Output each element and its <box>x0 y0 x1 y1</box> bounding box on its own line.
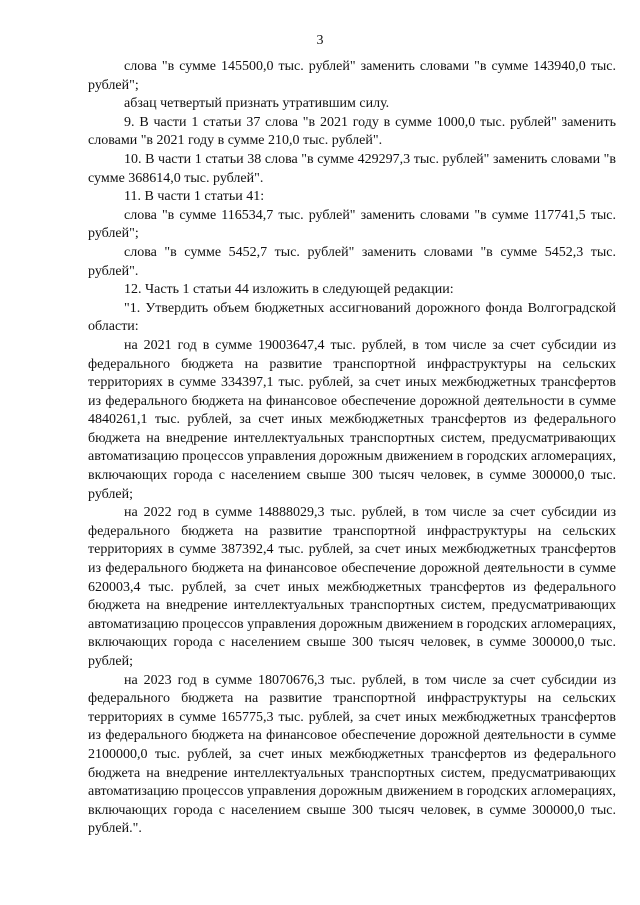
paragraph-replace-words-2: слова "в сумме 116534,7 тыс. рублей" заменить словами "в сумме 117741,5 тыс. рублей"; <box>88 207 616 242</box>
document-body <box>88 58 616 839</box>
page-number: 3 <box>316 33 324 48</box>
paragraph-replace-words-1: слова "в сумме 145500,0 тыс. рублей" заменить словами "в сумме 143940,0 тыс. рублей"; <box>88 59 616 93</box>
paragraph-approve-road-fund: "1. Утвердить объем бюджетных ассигнований дорожного фонда Волгоградской области: <box>88 300 616 335</box>
paragraph-invalidate-clause: абзац четвертый признать утратившим силу. <box>124 96 390 112</box>
paragraph-item-11: 11. В части 1 статьи 41: <box>124 189 265 205</box>
paragraph-year-2021: на 2021 год в сумме 19003647,4 тыс. рублей, в том числе за счет субсидии из федерального бюджета на развитие транспортной инфраструктуры на сельских территориях в сумме 334397,1 тыс. рублей, за счет иных межбюджетных трансфертов из федерального бюджета на финансовое обеспечение дорожной деятельности в сумме 4840261,1 тыс. рублей, за счет иных межбюджетных трансфертов из федерального бюджета на внедрение интеллектуальных транспортных систем, предусматривающих автоматизацию процессов управления дорожным движением в городских агломерациях, включающих города с населением свыше 300 тысяч человек, в сумме 300000,0 тыс. рублей; <box>88 337 616 502</box>
paragraph-year-2023: на 2023 год в сумме 18070676,3 тыс. рублей, в том числе за счет субсидии из федерального бюджета на развитие транспортной инфраструктуры на сельских территориях в сумме 165775,3 тыс. рублей, за счет иных межбюджетных трансфертов из федерального бюджета на финансовое обеспечение дорожной деятельности в сумме 2100000,0 тыс. рублей, за счет иных межбюджетных трансфертов из федерального бюджета на внедрение интеллектуальных транспортных систем, предусматривающих автоматизацию процессов управления дорожным движением в городских агломерациях, включающих города с населением свыше 300 тысяч человек, в сумме 300000,0 тыс. рублей.". <box>88 672 616 837</box>
paragraph-replace-words-3: слова "в сумме 5452,7 тыс. рублей" заменить словами "в сумме 5452,3 тыс. рублей". <box>88 244 616 279</box>
paragraph-item-9: 9. В части 1 статьи 37 слова "в 2021 году в сумме 1000,0 тыс. рублей" заменить словами "в 2021 году в сумме 210,0 тыс. рублей". <box>88 114 616 149</box>
paragraph-item-12: 12. Часть 1 статьи 44 изложить в следующей редакции: <box>124 282 454 298</box>
paragraph-item-10: 10. В части 1 статьи 38 слова "в сумме 429297,3 тыс. рублей" заменить словами "в сумме 368614,0 тыс. рублей". <box>88 151 616 186</box>
paragraph-year-2022: на 2022 год в сумме 14888029,3 тыс. рублей, в том числе за счет субсидии из федерального бюджета на развитие транспортной инфраструктуры на сельских территориях в сумме 387392,4 тыс. рублей, за счет иных межбюджетных трансфертов из федерального бюджета на финансовое обеспечение дорожной деятельности в сумме 620003,4 тыс. рублей, за счет иных межбюджетных трансфертов из федерального бюджета на внедрение интеллектуальных транспортных систем, предусматривающих автоматизацию процессов управления дорожным движением в городских агломерациях, включающих города с населением свыше 300 тысяч человек, в сумме 300000,0 тыс. рублей; <box>88 505 616 669</box>
